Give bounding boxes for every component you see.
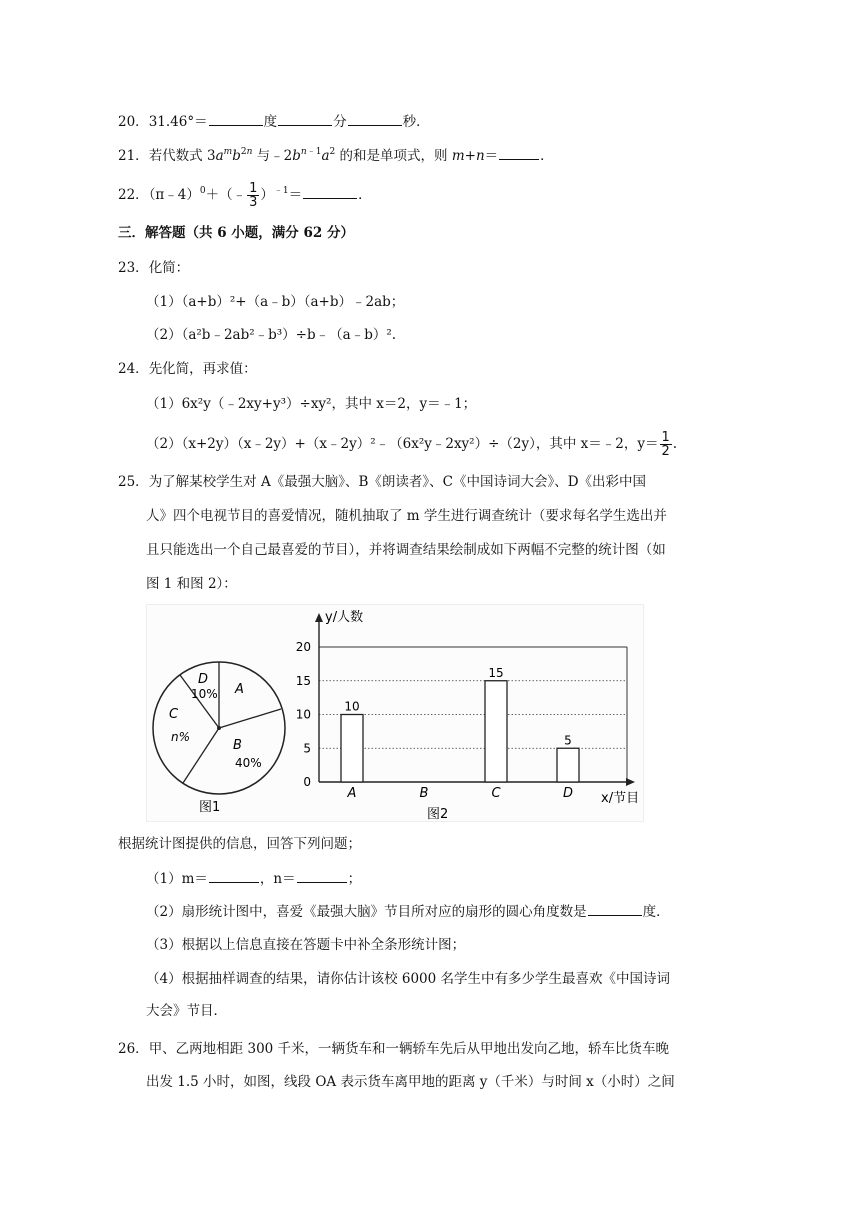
x-tick-label-D: D [562, 786, 574, 801]
question-22: 22．（π﹣4）$^0$＋（﹣ $\frac{1}{3}$ ）$^{﹣1}$＝ ． [118, 181, 372, 210]
q25-sub-1-text-a: （1）m＝ [146, 871, 208, 887]
figure2-caption: 图2 [427, 807, 449, 821]
q25-sub-1-text-b: ，n＝ [259, 871, 296, 887]
y-axis-arrow [315, 613, 323, 622]
q26-line-2: 出发 1.5 小时，如图，线段 OA 表示货车离甲地的距离 y（千米）与时间 x（小时）之间 [146, 1074, 675, 1090]
pie-label-d-pct: 10% [191, 687, 218, 701]
q25-blank-m[interactable] [209, 868, 259, 883]
q20-unit-sec: 秒． [402, 114, 430, 130]
q21-text-4: ＝ [484, 148, 499, 164]
question-20 [118, 111, 430, 132]
q25-sub-3: （3）根据以上信息直接在答题卡中补全条形统计图； [146, 937, 466, 953]
q20-number: 20． [118, 114, 149, 130]
bar-A [341, 715, 363, 783]
x-axis-arrow [626, 778, 635, 786]
q25-sub-2-text-b: 度． [642, 904, 670, 920]
q24-fraction: $\frac{1}{2}$ [661, 430, 670, 459]
q21-blank[interactable] [499, 145, 539, 160]
q20-blank-min[interactable] [278, 111, 332, 126]
q25-after-figure: 根据统计图提供的信息，回答下列问题； [118, 836, 361, 852]
q21-text-1: 若代数式 3 [148, 148, 216, 164]
q25-line-4: 图 1 和图 2）： [146, 576, 237, 592]
pie-center [217, 726, 221, 730]
q25-line-3: 且只能选出一个自己最喜爱的节目），并将调查结果绘制成如下两幅不完整的统计图（如 [146, 542, 666, 558]
q21-number: 21． [118, 148, 149, 164]
bar-value-label-D: 5 [564, 733, 572, 748]
q21-text-3: 的和是单项式，则 [339, 148, 452, 164]
pie-label-a: A [235, 682, 244, 697]
y-tick-label-20: 20 [295, 640, 311, 654]
q26-line-1: 甲、乙两地相距 300 千米，一辆货车和一辆轿车先后从甲地出发向乙地，轿车比货车晚 [148, 1041, 670, 1057]
pie-chart [153, 662, 285, 815]
q25-sub-2-text-a: （2）扇形统计图中，喜爱《最强大脑》节目所对应的扇形的圆心角度数是 [146, 904, 587, 920]
figure-panel [146, 604, 644, 822]
bar-D [557, 748, 579, 782]
q23-sub-2: （2）（a²b﹣2ab²﹣b³）÷b﹣（a﹣b）². [146, 327, 397, 343]
q24-period: . [672, 436, 678, 452]
q22-text-1: （π﹣4） [148, 187, 200, 203]
bar-value-label-A: 10 [344, 699, 360, 714]
q25-number: 25． [118, 474, 149, 490]
q20-blank-deg[interactable] [209, 111, 263, 126]
q24-number: 24． [118, 361, 149, 377]
q25-line-2: 人》四个电视节目的喜爱情况，随机抽取了 m 学生进行调查统计（要求每名学生选出并 [146, 508, 667, 524]
x-tick-label-C: C [491, 786, 501, 801]
pie-label-c-pct: n% [171, 730, 191, 744]
y-tick-label-0: 0 [303, 775, 311, 789]
q23-sub-1: （1）（a+b）²+（a﹣b）（a+b）﹣2ab； [146, 294, 405, 310]
section-heading: 三．解答题（共 6 小题，满分 62 分） [118, 225, 354, 241]
q21-text-2: 与﹣2 [256, 148, 293, 164]
q20-blank-sec[interactable] [348, 111, 402, 126]
x-tick-label-B: B [419, 786, 429, 801]
figure1-caption: 图1 [199, 800, 221, 815]
q25-sub-4b: 大会》节目． [146, 1003, 227, 1019]
q20-unit-deg: 度 [263, 114, 278, 130]
q26-number: 26． [118, 1041, 149, 1057]
pie-label-c: C [169, 707, 179, 722]
q25-sub-1 [146, 868, 361, 889]
y-tick-label-10: 10 [295, 707, 311, 722]
figures-svg [147, 605, 643, 821]
pie-divider-ab [219, 709, 281, 728]
q22-text-5: ． [358, 187, 372, 203]
q22-text-3: ） [260, 187, 274, 203]
q24-sub-1: （1）6x²y（﹣2xy+y³）÷xy²，其中 x＝2，y＝﹣1； [146, 396, 477, 412]
question-24 [118, 359, 257, 379]
q24-title: 先化简，再求值： [148, 361, 257, 377]
q23-number: 23． [118, 260, 149, 276]
q22-fraction: $\frac{1}{3}$ [249, 181, 258, 210]
q25-sub-4a: （4）根据抽样调查的结果，请你估计该校 6000 名学生中有多少学生最喜欢《中国诗词 [146, 971, 671, 987]
bar-chart [296, 609, 639, 821]
y-tick-label-15: 15 [295, 673, 311, 688]
q24-sub-2 [146, 431, 677, 458]
q25-blank-n[interactable] [297, 868, 347, 883]
pie-label-d: D [198, 672, 209, 687]
question-25 [118, 472, 646, 492]
question-26 [118, 1039, 669, 1059]
q25-line-1: 为了解某校学生对 A《最强大脑》、B《朗读者》、C《中国诗词大会》、D《出彩中国 [148, 474, 647, 490]
q21-text-5: ． [540, 148, 554, 164]
q25-sub-2 [146, 901, 670, 922]
x-tick-label-A: A [347, 786, 357, 801]
bar-xlabel: x/节目 [601, 791, 640, 806]
q23-title: 化简： [148, 260, 190, 276]
bar-ylabel: y/人数 [325, 610, 364, 625]
q20-text: 31.46°＝ [148, 114, 208, 130]
question-23 [118, 258, 189, 278]
pie-label-b: B [233, 738, 242, 753]
q25-blank-angle[interactable] [588, 901, 642, 916]
q25-sub-1-text-c: ； [347, 871, 362, 887]
q22-text-4: ＝ [288, 187, 303, 203]
q24-sub-2-text: （2）（x+2y）（x﹣2y）+（x﹣2y）²﹣（6x²y﹣2xy²）÷（2y），其中 x＝﹣2，y＝ [146, 436, 659, 452]
q20-unit-min: 分 [333, 114, 347, 130]
question-21: 21．若代数式 $3a^mb^{2n}$ 与$﹣2b^{n﹣1}a^2$ 的和是单项式，则 m+n＝ ． [118, 147, 554, 164]
bar-value-label-C: 15 [488, 665, 504, 680]
q22-number: 22． [118, 187, 149, 203]
pie-label-b-pct: 40% [235, 756, 262, 770]
q22-text-2: ＋（﹣ [205, 187, 247, 203]
y-tick-label-5: 5 [303, 741, 311, 756]
q22-blank[interactable] [303, 184, 357, 199]
bar-C [485, 681, 507, 782]
